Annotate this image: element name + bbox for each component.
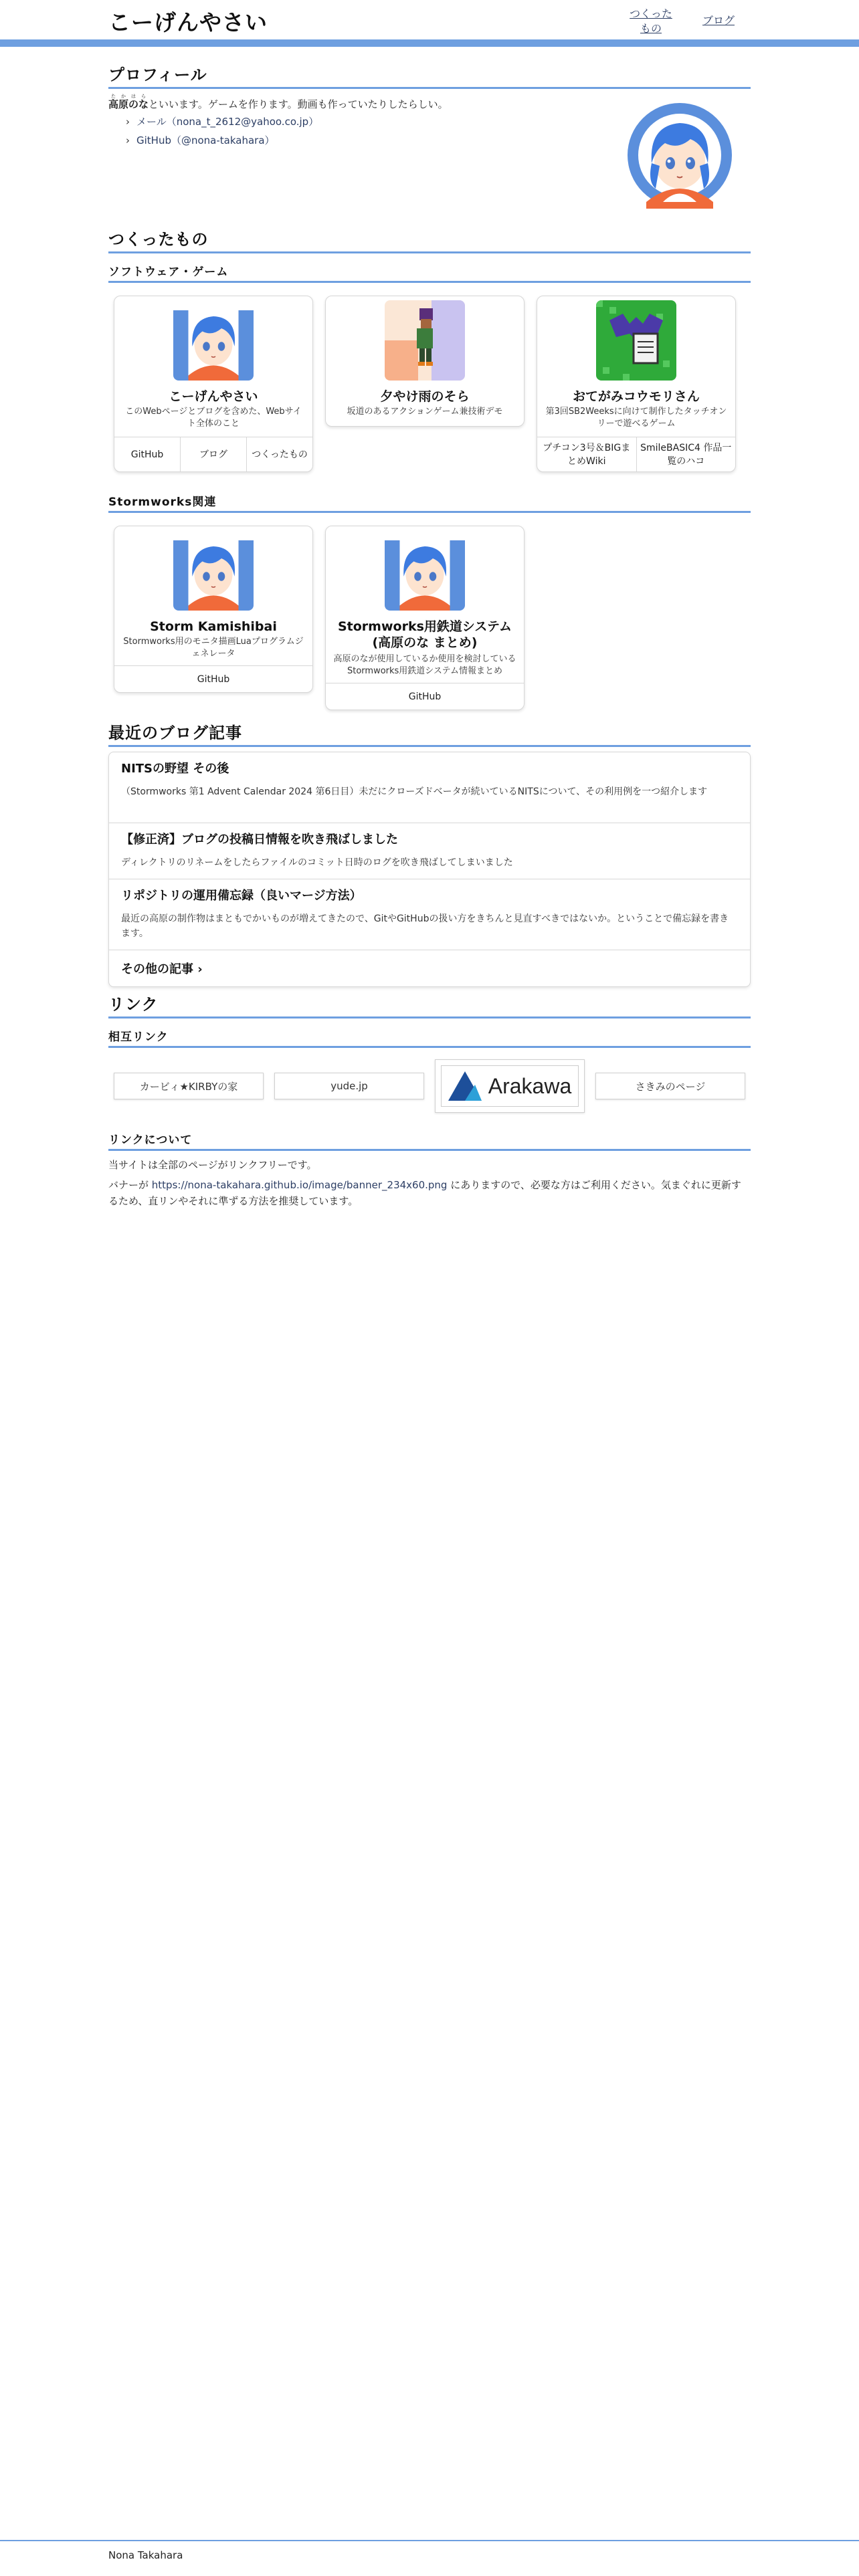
- blog-post[interactable]: [109, 752, 750, 823]
- card-desc: このWebページとブログを含めた、Webサイト全体のこと: [125, 407, 302, 429]
- blog-post[interactable]: [109, 823, 750, 879]
- card-link-blog[interactable]: ブログ: [181, 437, 247, 471]
- avatar-icon: [173, 300, 254, 381]
- nav-link-works[interactable]: つくった もの: [630, 7, 672, 35]
- footer-divider: [0, 2540, 859, 2541]
- card-link-wiki[interactable]: プチコン3号＆BIGまとめWiki: [537, 437, 637, 471]
- card-desc: 第3回SB2Weeksに向けて制作したタッチオンリーで遊べるゲーム: [545, 407, 727, 429]
- mail-link[interactable]: メール（nona_t_2612@yahoo.co.jp）: [136, 116, 319, 128]
- card-title: 夕やけ雨のそら: [380, 389, 470, 404]
- card-desc: 坂道のあるアクションゲーム兼技術デモ: [347, 407, 503, 417]
- profile-section: [108, 62, 751, 89]
- card-desc: Stormworks用のモニタ描画Luaプログラムジェネレータ: [123, 637, 304, 659]
- profile-intro-text: といいます。ゲームを作ります。動画も作っていたりしたらしい。: [149, 98, 448, 110]
- mutual-heading: 相互リンク: [108, 1027, 751, 1048]
- works-section: [108, 226, 751, 253]
- mutual-link-arakawa[interactable]: [435, 1059, 585, 1113]
- card-link-hako[interactable]: SmileBASIC4 作品一覧のハコ: [640, 442, 732, 467]
- card-kogenyasai[interactable]: [114, 296, 313, 472]
- blog-post-title: リポジトリの運用備忘録（良いマージ方法）: [121, 889, 362, 903]
- blog-post-desc: （Stormworks 第1 Advent Calendar 2024 第6日目）未だにクローズドベータが続いているNITSについて、その利用例を一つ紹介します: [121, 786, 708, 797]
- avatar-icon: [173, 530, 254, 611]
- card-otegami[interactable]: [537, 296, 736, 472]
- profile-intro: [108, 94, 448, 112]
- bat-letter-icon: [596, 300, 676, 381]
- stormworks-heading-wrap: [108, 492, 751, 513]
- card-links: [114, 665, 312, 692]
- arakawa-label: Arakawa: [488, 1073, 572, 1098]
- blog-post-desc: 最近の高原の制作物はまともでかいものが増えてきたので、GitやGitHubの扱い方をきちんと見直すべきではないか。ということで備忘録を書きます。: [121, 914, 729, 939]
- links-heading: リンク: [108, 991, 751, 1018]
- blog-section: [108, 720, 751, 747]
- profile-heading: プロフィール: [108, 62, 751, 89]
- card-yuyake[interactable]: [325, 296, 524, 427]
- avatar-icon: [626, 102, 733, 209]
- arakawa-logo-icon: [448, 1071, 482, 1101]
- blog-post-title: 【修正済】ブログの投稿日情報を吹き飛ばしました: [121, 833, 398, 847]
- works-heading: つくったもの: [108, 226, 751, 253]
- mutual-link-yude[interactable]: yude.jp: [274, 1073, 424, 1099]
- profile-name: 高原のなたかはら: [108, 94, 149, 110]
- mutual-heading-wrap: [108, 1027, 751, 1048]
- about-line2-pre: バナーが: [108, 1179, 152, 1191]
- card-title: おてがみコウモリさん: [573, 389, 700, 404]
- card-links: [326, 683, 524, 710]
- blog-post[interactable]: [109, 879, 750, 950]
- profile-links: [126, 112, 318, 150]
- about-heading-wrap: [108, 1130, 751, 1151]
- blog-post-desc: ディレクトリのリネームをしたらファイルのコミット日時のログを吹き飛ばしてしまいました: [121, 857, 513, 868]
- github-link[interactable]: GitHub（@nona-takahara）: [136, 134, 275, 146]
- software-heading-wrap: [108, 262, 751, 283]
- nav-link-blog[interactable]: ブログ: [702, 14, 735, 27]
- profile-link-item: [126, 131, 318, 150]
- card-stormworks-railway[interactable]: [325, 526, 524, 710]
- card-title: Stormworks用鉄道システム(高原のな まとめ): [337, 619, 512, 650]
- links-section: [108, 991, 751, 1018]
- about-heading: リンクについて: [108, 1130, 751, 1151]
- site-header: [0, 0, 859, 47]
- blog-more-label: その他の記事 ›: [121, 962, 203, 976]
- card-link-github[interactable]: GitHub: [114, 437, 181, 471]
- mutual-link-kirby[interactable]: カービィ★KIRBYの家: [114, 1073, 264, 1099]
- card-links: [114, 437, 312, 471]
- card-storm-kamishibai[interactable]: [114, 526, 313, 693]
- profile-link-item: [126, 112, 318, 131]
- blog-post-title: NITSの野望 その後: [121, 762, 229, 776]
- about-line2-post: にありますので、必要な方はご利用ください。気まぐれに更新するため、直リンやそれに準ずる方法を推奨しています。: [108, 1179, 741, 1207]
- mutual-link-sakimi[interactable]: さきみのページ: [595, 1073, 745, 1099]
- card-title: Storm Kamishibai: [150, 619, 277, 634]
- avatar-icon: [385, 530, 465, 611]
- blog-heading: 最近のブログ記事: [108, 720, 751, 747]
- banner-url-link[interactable]: https://nona-takahara.github.io/image/banner_234x60.png: [151, 1179, 448, 1191]
- arakawa-banner: [441, 1065, 579, 1107]
- pixel-character-icon: [385, 300, 465, 381]
- blog-list: [108, 752, 751, 987]
- card-link-works[interactable]: つくったもの: [252, 449, 308, 460]
- footer-text: Nona Takahara: [108, 2549, 183, 2561]
- card-desc: 高原のなが使用しているか使用を検討しているStormworks用鉄道システム情報まとめ: [333, 654, 516, 676]
- card-link-github[interactable]: GitHub: [408, 691, 442, 702]
- software-heading: ソフトウェア・ゲーム: [108, 262, 751, 283]
- site-title[interactable]: こーげんやさい: [108, 9, 268, 35]
- about-line2: [108, 1177, 751, 1209]
- about-line1: 当サイトは全部のページがリンクフリーです。: [108, 1159, 317, 1171]
- card-title: こーげんやさい: [169, 389, 258, 404]
- card-link-github[interactable]: GitHub: [197, 673, 230, 685]
- stormworks-heading: Stormworks関連: [108, 492, 751, 513]
- blog-more-link[interactable]: [109, 950, 750, 987]
- card-links: [537, 437, 735, 471]
